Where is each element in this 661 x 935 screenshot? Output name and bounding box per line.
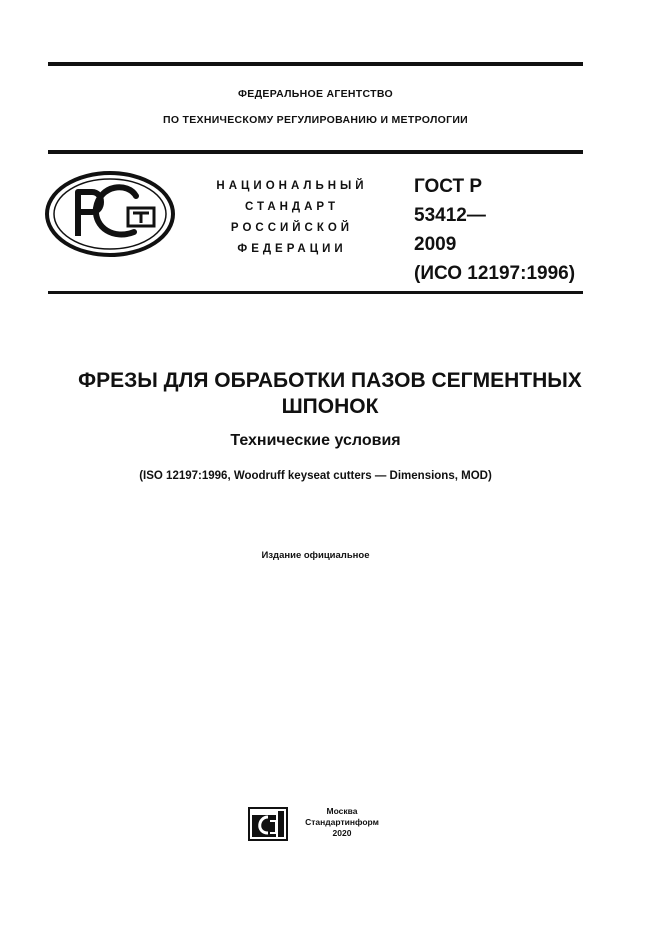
standard-block-rule [48,291,583,294]
standartinform-logo-icon [248,807,288,841]
document-subtitle: Технические условия [230,432,401,449]
agency-line-1: ФЕДЕРАЛЬНОЕ АГЕНТСТВО [238,88,393,100]
document-title-line-1: ФРЕЗЫ ДЛЯ ОБРАБОТКИ ПАЗОВ СЕГМЕНТНЫХ [78,369,582,392]
document-title-line-2: ШПОНОК [281,395,379,418]
iso-reference: (ISO 12197:1996, Woodruff keyseat cutters — Dimensions, MOD) [139,470,492,482]
national-line: РОССИЙСКОЙ [230,222,354,234]
gost-line: 2009 [414,234,457,255]
national-line: СТАНДАРТ [245,201,339,213]
top-rule [48,62,583,66]
national-standard-label [192,176,392,260]
gost-line: 53412— [414,205,486,226]
publisher-block [292,806,392,839]
national-line: ФЕДЕРАЦИИ [237,243,347,255]
publisher-year: 2020 [332,828,352,838]
agency-line-2: ПО ТЕХНИЧЕСКОМУ РЕГУЛИРОВАНИЮ И МЕТРОЛОГИИ [162,114,469,126]
gost-line: (ИСО 12197:1996) [414,263,576,284]
publisher-city: Москва [326,806,358,816]
publisher-name: Стандартинформ [305,817,379,827]
header-rule [48,150,583,154]
edition-label: Издание официальное [261,550,370,561]
national-line: НАЦИОНАЛЬНЫЙ [216,180,368,192]
gost-designation [414,172,589,288]
gost-line: ГОСТ Р [414,176,483,197]
rst-certification-logo-icon [44,170,176,258]
